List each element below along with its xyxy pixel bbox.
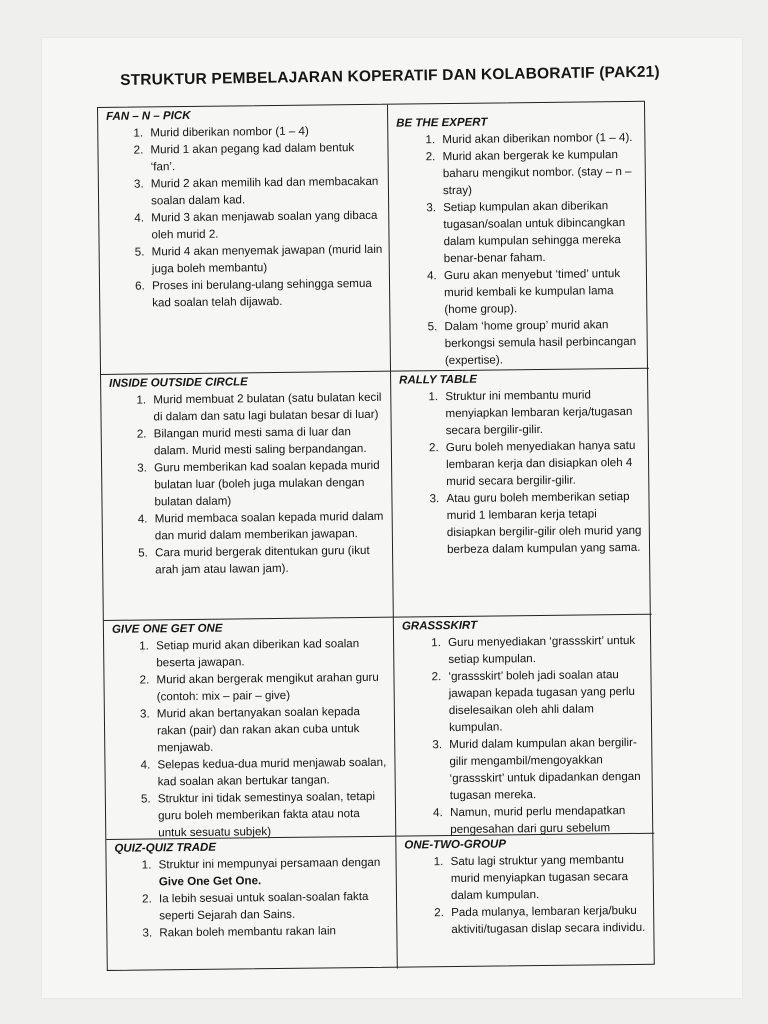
list-item: 3. Atau guru boleh memberikan setiap murid 1 lembaran kerja tetapi disiapkan bergilir-gilir oleh murid yang berbeza dalam kumpulan yang sama. [442, 488, 645, 558]
list-item: 4. Guru akan menyebut ‘timed’ untuk murid kembali ke kumpulan lama (home group). [440, 265, 643, 318]
section-title: GIVE ONE GET ONE [111, 622, 223, 636]
list-item [155, 854, 390, 891]
section-quiz-quiz-trade [106, 837, 397, 972]
list-item: 1. Satu lagi struktur yang membantu murid menyiapkan tugasan secara dalam kumpulan. [446, 851, 649, 904]
section-inside-outside-circle [101, 372, 394, 621]
section-fan-n-pick [98, 105, 391, 375]
section-title: ONE-TWO-GROUP [404, 838, 507, 852]
section-list [113, 854, 391, 942]
list-item: 3. Guru memberikan kad soalan kepada murid bulatan luar (boleh juga mulakan dengan bulatan dalam) [150, 457, 386, 511]
section-list [107, 389, 386, 579]
section-title: FAN – N – PICK [106, 109, 191, 123]
list-item: 4. Namun, murid perlu mendapatkan pengesahan dari guru sebelum [446, 802, 649, 837]
list-item: 3. Rakan boleh membantu rakan lain [155, 922, 390, 942]
list-item: 3. Murid akan bertanyakan soalan kepada rakan (pair) dan rakan akan cuba untuk menjawab. [153, 703, 389, 757]
section-grassskirt [394, 615, 654, 837]
list-item: 2. Bilangan murid mesti sama di luar dan dalam. Murid mesti saling berpandangan. [150, 423, 385, 460]
section-title: GRASSSKIRT [401, 619, 478, 633]
list-item: 1. Struktur ini membantu murid menyiapkan lembaran kerja/tugasan secara bergilir-gilir. [441, 386, 644, 439]
list-item: 4. Murid membaca soalan kepada murid dalam dan murid dalam memberikan jawapan. [151, 508, 386, 545]
list-item: 3. Setiap kumpulan akan diberikan tugasan/soalan untuk dibincangkan dalam kumpulan sehingga mereka benar-benar faham. [439, 197, 642, 267]
list-item: 4. Murid 3 akan menjawab soalan yang dibaca oleh murid 2. [147, 207, 382, 244]
list-item: 2. Murid 1 akan pegang kad dalam bentuk ‘fan’. [146, 139, 381, 176]
section-title: BE THE EXPERT [396, 116, 488, 130]
list-item: 1. Murid akan diberikan nombor (1 – 4). [438, 129, 640, 148]
list-item: 2. ‘grassskirt’ boleh jadi soalan atau jawapan kepada tugasan yang perlu diselesaikan oleh ahli dalam kumpulan. [444, 666, 647, 736]
list-item: 3. Murid 2 akan memilih kad dan membacakan soalan dalam kad. [147, 173, 382, 210]
list-item: 1. Murid membuat 2 bulatan (satu bulatan kecil di dalam dan satu lagi bulatan besar di luar) [149, 389, 384, 426]
section-list [104, 122, 383, 312]
list-item: 3. Murid dalam kumpulan akan bergilir-gilir mengambil/mengoyakkan ‘grassskirt’ untuk dipadankan dengan tugasan mereka. [445, 734, 648, 804]
section-list [394, 129, 643, 370]
list-item: 2. Murid akan bergerak ke kumpulan baharu mengikut nombor. (stay – n – stray) [438, 146, 641, 199]
list-item: 1. Murid diberikan nombor (1 – 4) [146, 122, 381, 142]
list-item: 5. Dalam ‘home group’ murid akan berkongsi semula hasil perbincangan (expertise). [440, 316, 643, 369]
list-item: 2. Ia lebih sesuai untuk soalan-soalan fakta seperti Sejarah dan Sains. [155, 888, 390, 925]
section-list [402, 851, 649, 939]
list-item: 5. Struktur ini tidak semestinya soalan, tetapi guru boleh memberikan fakta atau nota untuk sesuatu subjek) [154, 788, 390, 840]
list-item: 5. Murid 4 akan menyemak jawapan (murid lain juga boleh membantu) [148, 241, 383, 278]
section-list [400, 632, 648, 837]
document-title: STRUKTUR PEMBELAJARAN KOPERATIF DAN KOLABORATIF (PAK21) [120, 63, 660, 89]
list-item-text: Struktur ini mempunyai persamaan dengan [158, 855, 381, 872]
section-be-the-expert [388, 102, 649, 372]
structures-table [97, 101, 655, 971]
section-rally-table [391, 369, 652, 618]
section-title: RALLY TABLE [399, 373, 478, 387]
list-item: 5. Cara murid bergerak ditentukan guru (ikut arah jam atau lawan jam). [151, 542, 386, 579]
section-list [110, 635, 389, 840]
list-item-emphasis: Give One Get One. [158, 874, 262, 889]
section-give-one-get-one [104, 618, 396, 840]
list-item: 1. Setiap murid akan diberikan kad soalan beserta jawapan. [152, 635, 387, 672]
list-item: 2. Guru boleh menyediakan hanya satu lembaran kerja dan disiapkan oleh 4 murid secara bergilir-gilir. [442, 437, 645, 490]
section-title: INSIDE OUTSIDE CIRCLE [109, 376, 248, 390]
list-item: 2. Murid akan bergerak mengikut arahan guru (contoh: mix – pair – give) [152, 669, 387, 706]
list-item: 1. Guru menyediakan ‘grassskirt’ untuk setiap kumpulan. [444, 632, 646, 668]
section-title: QUIZ-QUIZ TRADE [114, 841, 217, 855]
list-item: 6. Proses ini berulang-ulang sehingga semua kad soalan telah dijawab. [148, 275, 383, 312]
section-list [397, 386, 645, 559]
list-item: 4. Selepas kedua-dua murid menjawab soalan, kad soalan akan bertukar tangan. [153, 754, 388, 791]
list-item: 2. Pada mulanya, lembaran kerja/buku aktiviti/tugasan dislap secara individu. [447, 902, 649, 938]
section-one-two-group [396, 834, 655, 969]
